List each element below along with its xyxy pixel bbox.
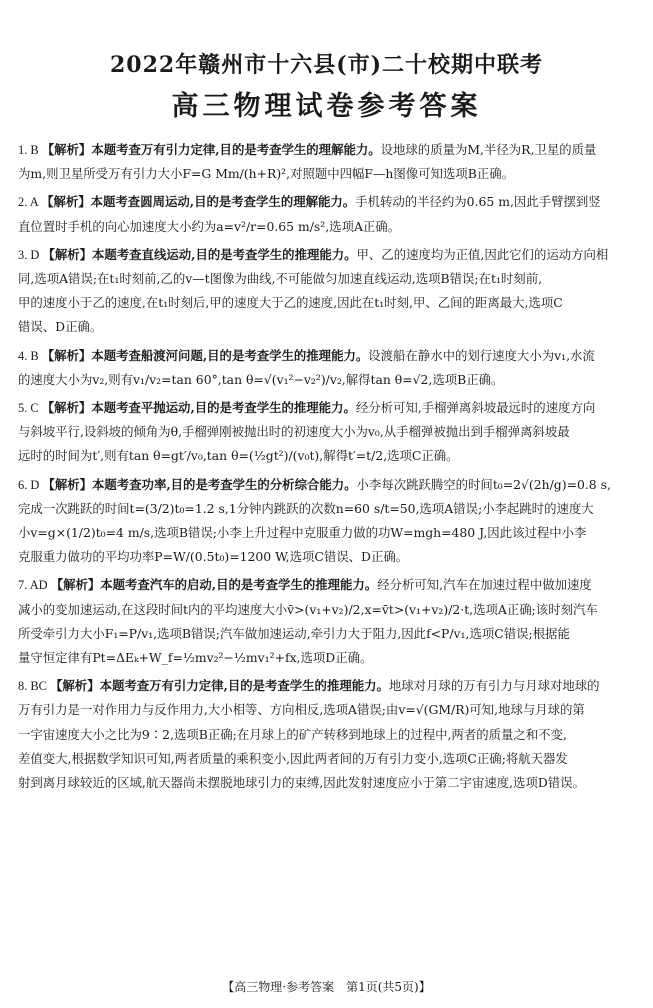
- analysis-text: 克服重力做功的平均功率P=W/(0.5t₀)=1200 W,选项C错误、D正确。: [18, 549, 409, 565]
- analysis-text: 设渡船在静水中的划行速度大小为v₁,水流: [368, 347, 595, 363]
- answer-line: [18, 190, 636, 214]
- analysis-heading: 【解析】本题考查万有引力定律,目的是考查学生的推理能力。: [50, 678, 389, 694]
- answer-line: [18, 444, 636, 468]
- analysis-text: 经分析可知,汽车在加速过程中做加速度: [377, 577, 592, 593]
- answer-line: [18, 771, 636, 795]
- answer-line: [18, 497, 636, 521]
- analysis-heading: 【解析】本题考查万有引力定律,目的是考查学生的理解能力。: [41, 142, 381, 157]
- answer-line: [18, 598, 636, 622]
- answer-line: [18, 646, 636, 670]
- answer-number: 3. D: [18, 247, 43, 262]
- answer-item: [18, 190, 636, 238]
- analysis-heading: 【解析】本题考查平抛运动,目的是考查学生的推理能力。: [41, 400, 356, 416]
- page-footer: 【高三物理·参考答案 第1页(共5页)】: [222, 980, 431, 994]
- answer-line: [18, 162, 636, 186]
- analysis-text: 错误、D正确。: [18, 319, 103, 335]
- analysis-text: 设地球的质量为M,半径为R,卫星的质量: [380, 142, 597, 157]
- answer-line: [18, 545, 636, 569]
- answer-line: [18, 396, 636, 420]
- answer-number: 7. AD: [18, 578, 51, 593]
- analysis-text: 减小的变加速运动,在这段时间t内的平均速度大小v̄>(v₁+v₂)/2,x=v̄t>(v₁+v₂)/2·t,选项A正确;该时刻汽车: [18, 601, 598, 617]
- analysis-text: 同,选项A错误;在t₁时刻前,乙的v—t图像为曲线,不可能做匀加速直线运动,选项B错误;在t₁时刻前,: [18, 271, 543, 287]
- answer-line: [18, 521, 636, 545]
- analysis-text: 地球对月球的万有引力与月球对地球的: [388, 678, 600, 694]
- analysis-text: 完成一次跳跃的时间t=(3/2)t₀=1.2 s,1分钟内跳跃的次数n=60 s/t=50,选项A错误;小李起跳时的速度大: [18, 500, 594, 516]
- analysis-heading: 【解析】本题考查功率,目的是考查学生的分析综合能力。: [42, 476, 357, 492]
- answer-line: [18, 368, 636, 392]
- answer-number: 6. D: [18, 477, 43, 492]
- answer-number: 5. C: [18, 401, 42, 416]
- analysis-heading: 【解析】本题考查船渡河问题,目的是考查学生的推理能力。: [41, 347, 369, 363]
- analysis-text: 差值变大,根据数学知识可知,两者质量的乘积变小,因此两者间的万有引力变小,选项C正确;将航天器发: [18, 750, 568, 766]
- analysis-text: 量守恒定律有Pt=ΔEₖ+W_f=½mv₂²−½mv₁²+fx,选项D正确。: [18, 650, 373, 666]
- answer-item: [18, 674, 636, 795]
- answer-number: 4. B: [18, 348, 42, 363]
- answer-line: [18, 215, 636, 239]
- answer-line: [18, 267, 636, 291]
- analysis-text: 小v=g×(1/2)t₀=4 m/s,选项B错误;小李上升过程中克服重力做的功W=mgh=480 J,因此该过程中小李: [18, 525, 587, 541]
- answer-item: [18, 396, 636, 469]
- analysis-text: 为m,则卫星所受万有引力大小F=G Mm/(h+R)²,对照题中四幅F—h图像可知选项B正确。: [18, 166, 514, 182]
- answer-line: [18, 344, 636, 368]
- answer-line: [18, 291, 636, 315]
- analysis-text: 射到离月球较近的区域,航天器尚未摆脱地球引力的束缚,因此发射速度应小于第二宇宙速度,选项D错误。: [18, 775, 585, 791]
- analysis-text: 的速度大小为v₂,则有v₁/v₂=tan 60°,tan θ=√(v₁²−v₂²)/v₂,解得tan θ=√2,选项B正确。: [18, 371, 504, 387]
- analysis-heading: 【解析】本题考查圆周运动,目的是考查学生的理解能力。: [41, 194, 356, 210]
- analysis-text: 经分析可知,手榴弹离斜坡最远时的速度方向: [355, 400, 596, 416]
- answer-item: [18, 138, 636, 186]
- answer-list: [18, 138, 636, 799]
- analysis-text: 万有引力是一对作用力与反作用力,大小相等、方向相反,选项A错误;由v=√(GM/R)可知,地球与月球的第: [18, 702, 585, 718]
- answer-item: [18, 344, 636, 392]
- answer-number: 1. B: [18, 143, 42, 157]
- answer-item: [18, 473, 636, 570]
- analysis-text: 甲、乙的速度均为正值,因此它们的运动方向相: [356, 246, 609, 262]
- answer-line: [18, 573, 636, 597]
- answer-item: [18, 573, 636, 670]
- analysis-text: 一宇宙速度大小之比为9∶2,选项B正确;在月球上的矿产转移到地球上的过程中,两者的质量之和不变,: [18, 726, 567, 742]
- analysis-text: 与斜坡平行,设斜坡的倾角为θ,手榴弹刚被抛出时的初速度大小为v₀,从手榴弹被抛出到手榴弹离斜坡最: [18, 424, 570, 440]
- answer-line: [18, 674, 636, 698]
- analysis-text: 远时的时间为t′,则有tan θ=gt′/v₀,tan θ=(½gt²)/(v₀t),解得t′=t/2,选项C正确。: [18, 448, 459, 464]
- exam-title: 2022年赣州市十六县(市)二十校期中联考: [109, 52, 544, 78]
- answer-line: [18, 243, 636, 267]
- answer-line: [18, 420, 636, 444]
- analysis-text: 直位置时手机的向心加速度大小约为a=v²/r=0.65 m/s²,选项A正确。: [18, 218, 401, 234]
- answer-line: [18, 723, 636, 747]
- answer-line: [18, 138, 636, 162]
- answer-number: 8. BC: [18, 679, 51, 694]
- analysis-text: 小李每次跳跃腾空的时间t₀=2√(2h/g)=0.8 s,: [356, 476, 611, 492]
- analysis-heading: 【解析】本题考查汽车的启动,目的是考查学生的推理能力。: [50, 577, 378, 593]
- answer-item: [18, 243, 636, 340]
- document-title: 高三物理试卷参考答案: [171, 91, 482, 122]
- answer-number: 2. A: [18, 195, 42, 210]
- answer-line: [18, 747, 636, 771]
- analysis-heading: 【解析】本题考查直线运动,目的是考查学生的推理能力。: [42, 246, 357, 262]
- answer-line: [18, 315, 636, 339]
- analysis-text: 甲的速度小于乙的速度,在t₁时刻后,甲的速度大于乙的速度,因此在t₁时刻,甲、乙间的距离最大,选项C: [18, 295, 563, 311]
- answer-line: [18, 622, 636, 646]
- analysis-text: 所受牵引力大小F₁=P/v₁,选项B错误;汽车做加速运动,牵引力大于阻力,因此f<P/v₁,选项C错误;根据能: [18, 625, 570, 641]
- analysis-text: 手机转动的半径约为0.65 m,因此手臂摆到竖: [355, 194, 601, 210]
- answer-line: [18, 698, 636, 722]
- answer-line: [18, 473, 636, 497]
